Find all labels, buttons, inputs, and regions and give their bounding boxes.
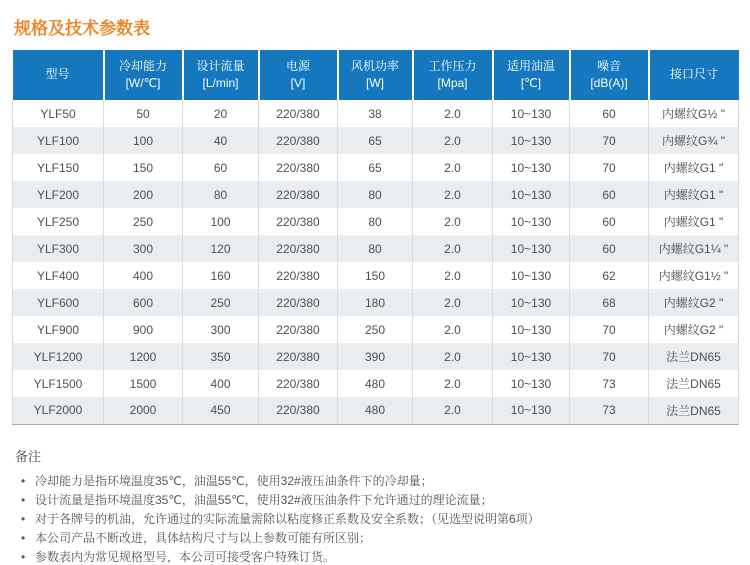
table-cell: 480 bbox=[338, 397, 413, 424]
column-unit: [W/℃] bbox=[125, 76, 161, 90]
column-unit: [Mpa] bbox=[437, 76, 468, 90]
model-cell: YLF200 bbox=[13, 181, 104, 208]
table-cell: 220/380 bbox=[259, 370, 338, 397]
table-cell: 10~130 bbox=[493, 154, 570, 181]
column-header bbox=[649, 50, 739, 100]
table-cell: 法兰DN65 bbox=[649, 397, 739, 424]
table-cell: 220/380 bbox=[259, 181, 338, 208]
table-cell: 法兰DN65 bbox=[649, 370, 739, 397]
table-cell: 70 bbox=[570, 154, 649, 181]
model-cell: YLF1200 bbox=[13, 343, 104, 370]
column-label: 冷却能力 bbox=[118, 58, 167, 73]
table-cell: 80 bbox=[183, 181, 259, 208]
table-cell: 100 bbox=[183, 208, 259, 235]
table-row bbox=[13, 235, 739, 262]
table-cell: 180 bbox=[338, 289, 413, 316]
model-cell: YLF2000 bbox=[13, 397, 104, 424]
table-body bbox=[13, 100, 739, 424]
table-cell: 内螺纹G2 " bbox=[649, 316, 739, 343]
column-header bbox=[259, 50, 338, 100]
column-label: 设计流量 bbox=[196, 58, 245, 73]
table-cell: 220/380 bbox=[259, 235, 338, 262]
table-row bbox=[13, 397, 739, 424]
table-cell: 60 bbox=[570, 208, 649, 235]
table-cell: 390 bbox=[338, 343, 413, 370]
table-cell: 60 bbox=[183, 154, 259, 181]
column-label: 电源 bbox=[285, 58, 310, 73]
table-row bbox=[13, 370, 739, 397]
table-cell: 10~130 bbox=[493, 181, 570, 208]
table-cell: 法兰DN65 bbox=[649, 343, 739, 370]
table-cell: 900 bbox=[104, 316, 183, 343]
table-cell: 250 bbox=[338, 316, 413, 343]
table-cell: 2.0 bbox=[413, 100, 493, 127]
table-cell: 内螺纹G1¼ " bbox=[649, 235, 739, 262]
table-header bbox=[13, 50, 739, 100]
table-cell: 10~130 bbox=[493, 235, 570, 262]
spec-table bbox=[12, 50, 739, 425]
column-label: 型号 bbox=[45, 67, 70, 82]
table-cell: 220/380 bbox=[259, 316, 338, 343]
table-row bbox=[13, 154, 739, 181]
table-cell: 10~130 bbox=[493, 127, 570, 154]
header-row bbox=[13, 50, 739, 100]
table-cell: 350 bbox=[183, 343, 259, 370]
table-cell: 10~130 bbox=[493, 370, 570, 397]
table-cell: 60 bbox=[570, 235, 649, 262]
table-cell: 2.0 bbox=[413, 154, 493, 181]
table-row bbox=[13, 100, 739, 127]
table-cell: 220/380 bbox=[259, 397, 338, 424]
table-row bbox=[13, 262, 739, 289]
table-cell: 2.0 bbox=[413, 370, 493, 397]
table-row bbox=[13, 316, 739, 343]
table-cell: 10~130 bbox=[493, 289, 570, 316]
column-label: 适用油温 bbox=[506, 58, 555, 73]
table-cell: 100 bbox=[104, 127, 183, 154]
column-label: 噪音 bbox=[596, 58, 621, 73]
table-cell: 400 bbox=[104, 262, 183, 289]
model-cell: YLF50 bbox=[13, 100, 104, 127]
model-cell: YLF150 bbox=[13, 154, 104, 181]
table-cell: 400 bbox=[183, 370, 259, 397]
table-cell: 50 bbox=[104, 100, 183, 127]
table-cell: 10~130 bbox=[493, 397, 570, 424]
column-label: 工作压力 bbox=[428, 58, 477, 73]
column-label: 风机功率 bbox=[350, 58, 399, 73]
table-cell: 62 bbox=[570, 262, 649, 289]
note-item: • 冷却能力是指环境温度35℃，油温55℃，使用32#液压油条件下的冷却量； bbox=[21, 475, 738, 487]
column-header bbox=[493, 50, 570, 100]
table-cell: 20 bbox=[183, 100, 259, 127]
table-cell: 220/380 bbox=[259, 100, 338, 127]
table-cell: 220/380 bbox=[259, 127, 338, 154]
table-row bbox=[13, 127, 739, 154]
table-cell: 68 bbox=[570, 289, 649, 316]
table-cell: 220/380 bbox=[259, 289, 338, 316]
table-cell: 300 bbox=[104, 235, 183, 262]
column-unit: [W] bbox=[366, 76, 384, 90]
table-cell: 160 bbox=[183, 262, 259, 289]
table-cell: 73 bbox=[570, 397, 649, 424]
table-cell: 2.0 bbox=[413, 289, 493, 316]
note-item: • 设计流量是指环境温度35℃，油温55℃，使用32#液压油条件下允许通过的理论流量； bbox=[21, 494, 738, 506]
model-cell: YLF600 bbox=[13, 289, 104, 316]
table-cell: 2.0 bbox=[413, 343, 493, 370]
table-row bbox=[13, 343, 739, 370]
column-unit: [V] bbox=[290, 76, 306, 90]
table-cell: 220/380 bbox=[259, 208, 338, 235]
table-cell: 80 bbox=[338, 208, 413, 235]
table-cell: 2.0 bbox=[413, 316, 493, 343]
column-unit: [dB(A)] bbox=[590, 76, 628, 90]
table-cell: 38 bbox=[338, 100, 413, 127]
table-cell: 10~130 bbox=[493, 262, 570, 289]
table-cell: 2000 bbox=[104, 397, 183, 424]
table-cell: 200 bbox=[104, 181, 183, 208]
page bbox=[0, 14, 750, 563]
table-cell: 150 bbox=[104, 154, 183, 181]
table-cell: 65 bbox=[338, 154, 413, 181]
table-row bbox=[13, 289, 739, 316]
column-header bbox=[183, 50, 259, 100]
table-cell: 10~130 bbox=[493, 316, 570, 343]
column-header bbox=[413, 50, 493, 100]
table-cell: 10~130 bbox=[493, 208, 570, 235]
column-header bbox=[104, 50, 183, 100]
table-cell: 内螺纹G1 " bbox=[649, 181, 739, 208]
column-header bbox=[338, 50, 413, 100]
table-cell: 73 bbox=[570, 370, 649, 397]
table-cell: 2.0 bbox=[413, 235, 493, 262]
model-cell: YLF300 bbox=[13, 235, 104, 262]
table-cell: 120 bbox=[183, 235, 259, 262]
table-cell: 220/380 bbox=[259, 154, 338, 181]
model-cell: YLF250 bbox=[13, 208, 104, 235]
table-cell: 150 bbox=[338, 262, 413, 289]
table-cell: 2.0 bbox=[413, 262, 493, 289]
page-title: 规格及技术参数表 bbox=[14, 19, 150, 38]
table-cell: 70 bbox=[570, 343, 649, 370]
table-cell: 600 bbox=[104, 289, 183, 316]
column-label: 接口尺寸 bbox=[669, 67, 718, 82]
table-cell: 1200 bbox=[104, 343, 183, 370]
table-cell: 内螺纹G¾ " bbox=[649, 127, 739, 154]
table-cell: 65 bbox=[338, 127, 413, 154]
table-cell: 250 bbox=[183, 289, 259, 316]
note-item: • 参数表内为常见规格型号，本公司可接受客户特殊订货。 bbox=[21, 551, 738, 563]
table-cell: 1500 bbox=[104, 370, 183, 397]
table-cell: 220/380 bbox=[259, 343, 338, 370]
model-cell: YLF100 bbox=[13, 127, 104, 154]
table-cell: 220/380 bbox=[259, 262, 338, 289]
table-cell: 10~130 bbox=[493, 100, 570, 127]
column-unit: [℃] bbox=[520, 76, 542, 90]
column-header bbox=[570, 50, 649, 100]
table-cell: 450 bbox=[183, 397, 259, 424]
table-cell: 70 bbox=[570, 316, 649, 343]
notes-title: 备注 bbox=[15, 448, 42, 464]
table-cell: 2.0 bbox=[413, 127, 493, 154]
table-cell: 250 bbox=[104, 208, 183, 235]
table-cell: 70 bbox=[570, 127, 649, 154]
table-cell: 2.0 bbox=[413, 397, 493, 424]
table-cell: 60 bbox=[570, 181, 649, 208]
model-cell: YLF900 bbox=[13, 316, 104, 343]
notes-list bbox=[15, 475, 738, 563]
table-cell: 内螺纹G½ " bbox=[649, 100, 739, 127]
table-cell: 内螺纹G1 " bbox=[649, 154, 739, 181]
table-cell: 2.0 bbox=[413, 181, 493, 208]
notes-section bbox=[15, 446, 738, 563]
table-row bbox=[13, 208, 739, 235]
table-cell: 内螺纹G1 " bbox=[649, 208, 739, 235]
column-unit: [L/min] bbox=[202, 76, 239, 90]
table-cell: 40 bbox=[183, 127, 259, 154]
table-cell: 2.0 bbox=[413, 208, 493, 235]
note-item: • 对于各牌号的机油，允许通过的实际流量需除以粘度修正系数及安全系数；（见选型说明第6项） bbox=[21, 513, 738, 525]
note-item: • 本公司产品不断改进，具体结构尺寸与以上参数可能有所区别； bbox=[21, 532, 738, 544]
table-cell: 10~130 bbox=[493, 343, 570, 370]
table-cell: 300 bbox=[183, 316, 259, 343]
model-cell: YLF1500 bbox=[13, 370, 104, 397]
model-cell: YLF400 bbox=[13, 262, 104, 289]
table-cell: 内螺纹G2 " bbox=[649, 289, 739, 316]
table-cell: 80 bbox=[338, 181, 413, 208]
table-cell: 内螺纹G1½ " bbox=[649, 262, 739, 289]
table-cell: 80 bbox=[338, 235, 413, 262]
column-header bbox=[13, 50, 104, 100]
table-row bbox=[13, 181, 739, 208]
table-cell: 480 bbox=[338, 370, 413, 397]
table-cell: 60 bbox=[570, 100, 649, 127]
